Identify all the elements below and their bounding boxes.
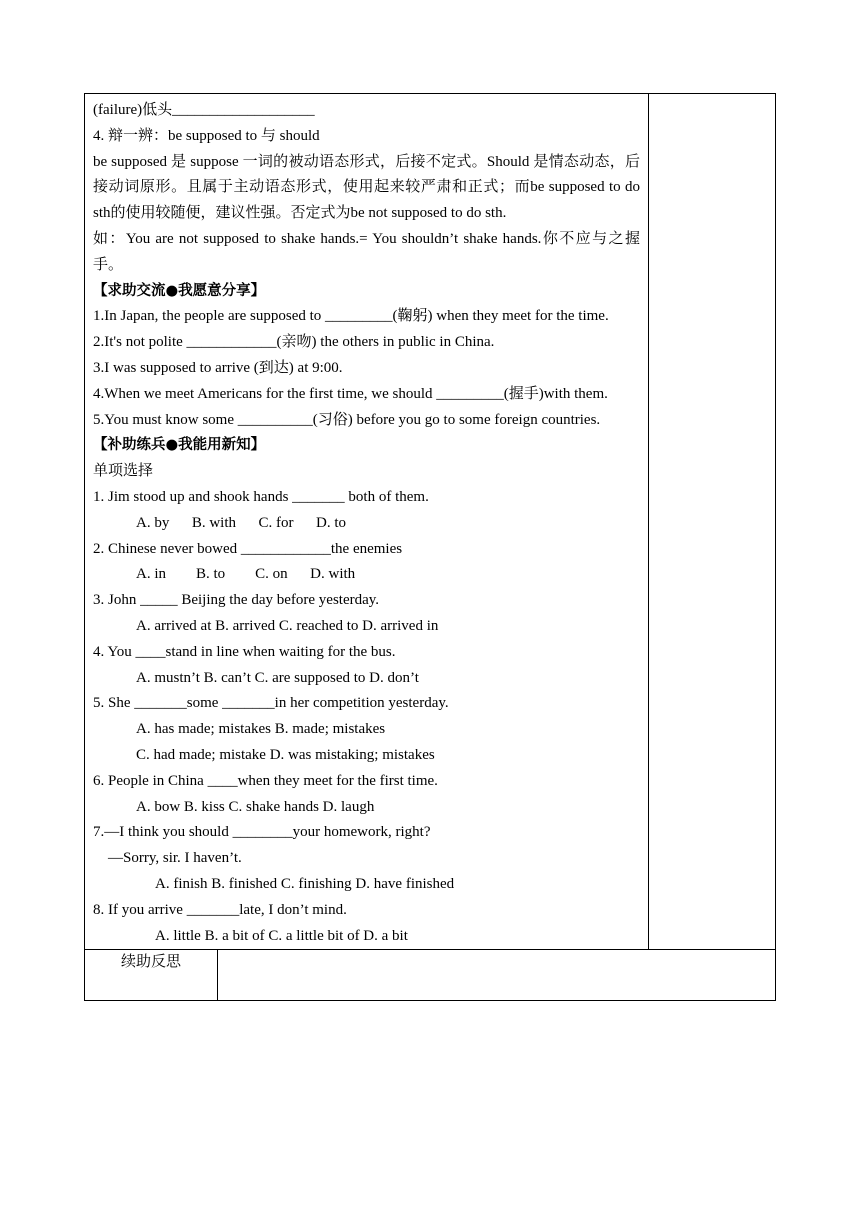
fill-item-1: 1.In Japan, the people are supposed to _________(鞠躬) when they meet for the time. — [93, 308, 609, 325]
fill-item-2: 2.It's not polite ____________(亲吻) the others in public in China. — [93, 334, 495, 351]
compare-heading: 4. 辩一辨：be supposed to 与 should — [93, 127, 320, 144]
question-7: 7.—I think you should ________your homework, right? — [93, 824, 431, 841]
question-5-options-b: C. had made; mistake D. was mistaking; mistakes — [136, 746, 435, 763]
main-content-cell — [85, 94, 649, 950]
question-4: 4. You ____stand in line when waiting for the bus. — [93, 643, 396, 660]
fill-item-3: 3.I was supposed to arrive (到达) at 9:00. — [93, 359, 343, 376]
question-7-reply: —Sorry, sir. I haven’t. — [108, 850, 242, 867]
question-3: 3. John _____ Beijing the day before yesterday. — [93, 592, 380, 609]
section-heading-share: 【求助交流●我愿意分享】 — [93, 282, 266, 299]
example-paragraph: 如：You are not supposed to shake hands.= You shouldn’t shake hands.你不应与之握手。 — [93, 230, 640, 273]
question-5-options-a: A. has made; mistakes B. made; mistakes — [136, 721, 386, 738]
lesson-table — [84, 93, 776, 1001]
fill-item-5: 5.You must know some __________(习俗) before you go to some foreign countries. — [93, 411, 601, 428]
reflection-row — [85, 950, 776, 1001]
question-7-options: A. finish B. finished C. finishing D. have finished — [155, 875, 455, 892]
reflection-label: 续助反思 — [85, 950, 218, 1001]
question-4-options: A. mustn’t B. can’t C. are supposed to D. don’t — [136, 669, 419, 686]
question-1: 1. Jim stood up and shook hands _______ both of them. — [93, 488, 429, 505]
explanation-paragraph: be supposed 是 suppose 一词的被动语态形式，后接不定式。Should 是情态动态，后接动词原形。且属于主动语态形式，使用起来较严肃和正式；而be supposed to do sth的使用较随便，建议性强。否定式为be not supposed to do sth. — [93, 153, 640, 222]
question-8-options: A. little B. a bit of C. a little bit of D. a bit — [155, 927, 408, 944]
fill-item-4: 4.When we meet Americans for the first time, we should _________(握手)with them. — [93, 385, 608, 402]
question-3-options: A. arrived at B. arrived C. reached to D. arrived in — [136, 617, 439, 634]
question-2-options: A. in B. to C. on D. with — [136, 566, 356, 583]
question-6: 6. People in China ____when they meet for the first time. — [93, 772, 438, 789]
failure-line: (failure)低头___________________ — [93, 102, 315, 118]
section-heading-practice: 【补助练兵●我能用新知】 — [93, 437, 266, 454]
question-2: 2. Chinese never bowed ____________the enemies — [93, 540, 403, 557]
reflection-area — [218, 950, 776, 1001]
question-8: 8. If you arrive _______late, I don’t mind. — [93, 901, 347, 918]
main-content — [85, 94, 648, 949]
content-row — [85, 94, 776, 950]
question-6-options: A. bow B. kiss C. shake hands D. laugh — [136, 798, 375, 815]
multiple-choice-label: 单项选择 — [93, 463, 154, 480]
question-1-options: A. by B. with C. for D. to — [136, 514, 346, 531]
notes-column-cell — [649, 94, 776, 950]
question-5: 5. She _______some _______in her competition yesterday. — [93, 695, 449, 712]
